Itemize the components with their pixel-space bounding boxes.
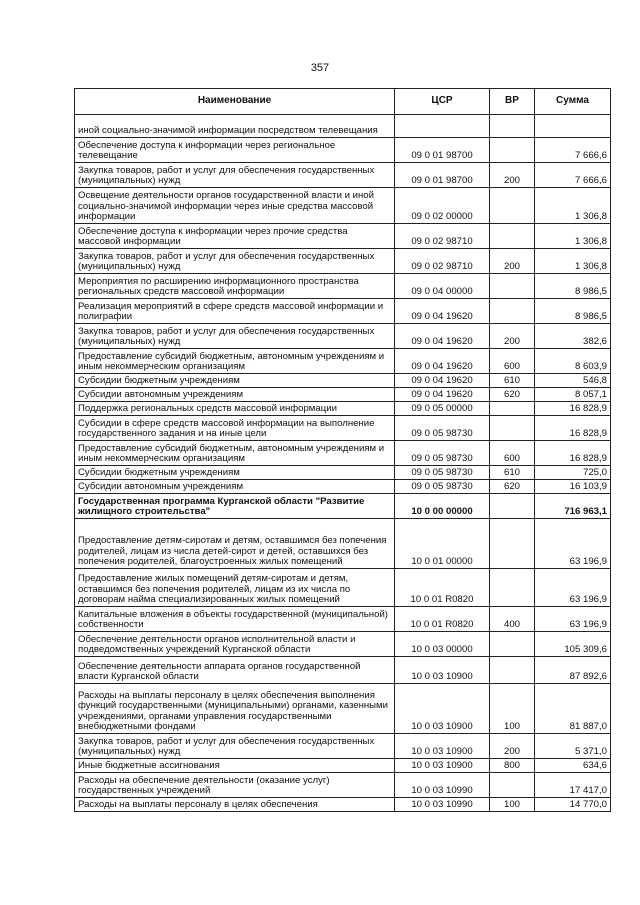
row-name-cell: Закупка товаров, работ и услуг для обеспечения государственных (муниципальных) нужд bbox=[75, 734, 395, 759]
row-csr-cell: 09 0 04 19620 bbox=[395, 324, 490, 349]
row-vr-cell bbox=[490, 138, 535, 163]
row-name-cell: Предоставление детям-сиротам и детям, оставшимся без попечения родителей, лицам из числа детей-сирот и детей, оставшихся без попечения родителей, благоустроенных жилых помещений bbox=[75, 519, 395, 569]
row-sum-cell: 63 196,9 bbox=[535, 569, 611, 607]
row-sum-cell: 16 103,9 bbox=[535, 480, 611, 494]
row-vr-cell: 100 bbox=[490, 684, 535, 734]
row-name-cell: Обеспечение доступа к информации через региональное телевещание bbox=[75, 138, 395, 163]
row-sum-cell: 17 417,0 bbox=[535, 773, 611, 798]
row-csr-cell: 10 0 03 10900 bbox=[395, 684, 490, 734]
table-row bbox=[75, 494, 611, 519]
row-name-cell: Субсидии в сфере средств массовой информации на выполнение государственного задания и на иные цели bbox=[75, 416, 395, 441]
row-vr-cell bbox=[490, 657, 535, 684]
row-sum-cell: 105 309,6 bbox=[535, 632, 611, 657]
row-csr-cell: 09 0 04 19620 bbox=[395, 299, 490, 324]
table-row bbox=[75, 519, 611, 569]
table-row bbox=[75, 759, 611, 773]
row-sum-cell: 8 986,5 bbox=[535, 274, 611, 299]
row-sum-cell: 63 196,9 bbox=[535, 607, 611, 632]
row-csr-cell: 10 0 01 00000 bbox=[395, 519, 490, 569]
row-sum-cell: 5 371,0 bbox=[535, 734, 611, 759]
row-vr-cell: 600 bbox=[490, 441, 535, 466]
row-sum-cell: 382,6 bbox=[535, 324, 611, 349]
row-csr-cell: 09 0 04 00000 bbox=[395, 274, 490, 299]
column-header-csr: ЦСР bbox=[395, 89, 490, 115]
row-csr-cell: 09 0 02 00000 bbox=[395, 188, 490, 224]
table-row bbox=[75, 416, 611, 441]
row-name-cell: Предоставление субсидий бюджетным, автономным учреждениям и иным некоммерческим организациям bbox=[75, 349, 395, 374]
row-name-cell: Обеспечение доступа к информации через прочие средства массовой информации bbox=[75, 224, 395, 249]
row-name-cell: Реализация мероприятий в сфере средств массовой информации и полиграфии bbox=[75, 299, 395, 324]
row-csr-cell: 10 0 03 10900 bbox=[395, 734, 490, 759]
row-sum-cell: 16 828,9 bbox=[535, 441, 611, 466]
row-vr-cell: 620 bbox=[490, 480, 535, 494]
row-sum-cell: 634,6 bbox=[535, 759, 611, 773]
row-sum-cell: 16 828,9 bbox=[535, 402, 611, 416]
row-name-cell: Поддержка региональных средств массовой информации bbox=[75, 402, 395, 416]
table-row bbox=[75, 798, 611, 812]
table-row bbox=[75, 684, 611, 734]
row-vr-cell: 620 bbox=[490, 388, 535, 402]
row-sum-cell: 546,8 bbox=[535, 374, 611, 388]
table-row bbox=[75, 274, 611, 299]
row-csr-cell bbox=[395, 115, 490, 138]
row-name-cell: иной социально-значимой информации посредством телевещания bbox=[75, 115, 395, 138]
row-vr-cell: 610 bbox=[490, 374, 535, 388]
row-sum-cell: 1 306,8 bbox=[535, 188, 611, 224]
table-row bbox=[75, 466, 611, 480]
row-name-cell: Субсидии автономным учреждениям bbox=[75, 388, 395, 402]
row-sum-cell: 8 603,9 bbox=[535, 349, 611, 374]
table-row bbox=[75, 224, 611, 249]
table-row bbox=[75, 349, 611, 374]
row-vr-cell bbox=[490, 519, 535, 569]
table-row bbox=[75, 163, 611, 188]
row-name-cell: Расходы на выплаты персоналу в целях обеспечения выполнения функций государственными (муниципальными) органами, казенными учреждениями, органами управления государственными внебюджетными фондами bbox=[75, 684, 395, 734]
row-vr-cell: 400 bbox=[490, 607, 535, 632]
column-header-name: Наименование bbox=[75, 89, 395, 115]
table-row bbox=[75, 657, 611, 684]
row-name-cell: Субсидии бюджетным учреждениям bbox=[75, 466, 395, 480]
row-sum-cell: 7 666,6 bbox=[535, 163, 611, 188]
row-name-cell: Закупка товаров, работ и услуг для обеспечения государственных (муниципальных) нужд bbox=[75, 163, 395, 188]
row-vr-cell: 100 bbox=[490, 798, 535, 812]
table-row bbox=[75, 299, 611, 324]
row-vr-cell bbox=[490, 274, 535, 299]
row-sum-cell: 8 057,1 bbox=[535, 388, 611, 402]
budget-table bbox=[74, 88, 611, 812]
row-csr-cell: 09 0 05 98730 bbox=[395, 480, 490, 494]
row-csr-cell: 09 0 05 98730 bbox=[395, 441, 490, 466]
page-number: 357 bbox=[310, 62, 330, 74]
row-vr-cell bbox=[490, 299, 535, 324]
row-sum-cell: 1 306,8 bbox=[535, 249, 611, 274]
row-csr-cell: 09 0 04 19620 bbox=[395, 374, 490, 388]
row-vr-cell bbox=[490, 632, 535, 657]
row-name-cell: Расходы на выплаты персоналу в целях обеспечения bbox=[75, 798, 395, 812]
row-csr-cell: 09 0 02 98710 bbox=[395, 224, 490, 249]
row-name-cell: Освещение деятельности органов государственной власти и иной социально-значимой информации через иные средства массовой информации bbox=[75, 188, 395, 224]
row-name-cell: Иные бюджетные ассигнования bbox=[75, 759, 395, 773]
table-header-row bbox=[75, 89, 611, 115]
row-vr-cell: 200 bbox=[490, 734, 535, 759]
row-vr-cell: 800 bbox=[490, 759, 535, 773]
row-vr-cell bbox=[490, 115, 535, 138]
row-csr-cell: 09 0 04 19620 bbox=[395, 388, 490, 402]
row-vr-cell bbox=[490, 569, 535, 607]
row-vr-cell bbox=[490, 224, 535, 249]
row-sum-cell: 725,0 bbox=[535, 466, 611, 480]
row-name-cell: Субсидии бюджетным учреждениям bbox=[75, 374, 395, 388]
row-csr-cell: 10 0 00 00000 bbox=[395, 494, 490, 519]
table-row bbox=[75, 734, 611, 759]
row-sum-cell: 14 770,0 bbox=[535, 798, 611, 812]
table-row bbox=[75, 374, 611, 388]
row-name-cell: Обеспечение деятельности органов исполнительной власти и подведомственных учреждений Курганской области bbox=[75, 632, 395, 657]
row-vr-cell bbox=[490, 494, 535, 519]
row-name-cell: Закупка товаров, работ и услуг для обеспечения государственных (муниципальных) нужд bbox=[75, 324, 395, 349]
table-row bbox=[75, 324, 611, 349]
row-csr-cell: 10 0 03 10900 bbox=[395, 759, 490, 773]
row-name-cell: Предоставление субсидий бюджетным, автономным учреждениям и иным некоммерческим организациям bbox=[75, 441, 395, 466]
table-row bbox=[75, 480, 611, 494]
row-vr-cell: 600 bbox=[490, 349, 535, 374]
table-row bbox=[75, 441, 611, 466]
table-row bbox=[75, 607, 611, 632]
row-sum-cell: 87 892,6 bbox=[535, 657, 611, 684]
row-csr-cell: 09 0 05 00000 bbox=[395, 402, 490, 416]
row-vr-cell bbox=[490, 773, 535, 798]
table-row bbox=[75, 388, 611, 402]
row-sum-cell: 8 986,5 bbox=[535, 299, 611, 324]
row-sum-cell: 63 196,9 bbox=[535, 519, 611, 569]
row-name-cell: Мероприятия по расширению информационного пространства региональных средств массовой информации bbox=[75, 274, 395, 299]
table-row bbox=[75, 115, 611, 138]
row-sum-cell: 716 963,1 bbox=[535, 494, 611, 519]
table-row bbox=[75, 773, 611, 798]
row-sum-cell bbox=[535, 115, 611, 138]
row-name-cell: Субсидии автономным учреждениям bbox=[75, 480, 395, 494]
row-name-cell: Государственная программа Курганской области "Развитие жилищного строительства" bbox=[75, 494, 395, 519]
row-csr-cell: 10 0 03 10990 bbox=[395, 773, 490, 798]
table-row bbox=[75, 632, 611, 657]
row-csr-cell: 10 0 03 00000 bbox=[395, 632, 490, 657]
row-csr-cell: 09 0 02 98710 bbox=[395, 249, 490, 274]
row-vr-cell: 200 bbox=[490, 249, 535, 274]
row-name-cell: Закупка товаров, работ и услуг для обеспечения государственных (муниципальных) нужд bbox=[75, 249, 395, 274]
row-csr-cell: 10 0 03 10990 bbox=[395, 798, 490, 812]
row-name-cell: Расходы на обеспечение деятельности (оказание услуг) государственных учреждений bbox=[75, 773, 395, 798]
table-row bbox=[75, 249, 611, 274]
row-name-cell: Предоставление жилых помещений детям-сиротам и детям, оставшимся без попечения родителей, лицам из их числа по договорам найма специализированных жилых помещений bbox=[75, 569, 395, 607]
column-header-vr: ВР bbox=[490, 89, 535, 115]
column-header-sum: Сумма bbox=[535, 89, 611, 115]
row-sum-cell: 16 828,9 bbox=[535, 416, 611, 441]
row-vr-cell: 200 bbox=[490, 163, 535, 188]
row-sum-cell: 7 666,6 bbox=[535, 138, 611, 163]
row-csr-cell: 10 0 01 R0820 bbox=[395, 607, 490, 632]
table-row bbox=[75, 569, 611, 607]
row-csr-cell: 09 0 05 98730 bbox=[395, 466, 490, 480]
row-vr-cell: 610 bbox=[490, 466, 535, 480]
table-row bbox=[75, 402, 611, 416]
row-csr-cell: 09 0 04 19620 bbox=[395, 349, 490, 374]
row-vr-cell bbox=[490, 402, 535, 416]
row-sum-cell: 81 887,0 bbox=[535, 684, 611, 734]
row-vr-cell bbox=[490, 416, 535, 441]
row-csr-cell: 10 0 03 10900 bbox=[395, 657, 490, 684]
row-csr-cell: 09 0 05 98730 bbox=[395, 416, 490, 441]
row-sum-cell: 1 306,8 bbox=[535, 224, 611, 249]
row-csr-cell: 09 0 01 98700 bbox=[395, 163, 490, 188]
row-name-cell: Капитальные вложения в объекты государственной (муниципальной) собственности bbox=[75, 607, 395, 632]
row-csr-cell: 09 0 01 98700 bbox=[395, 138, 490, 163]
row-vr-cell: 200 bbox=[490, 324, 535, 349]
table-row bbox=[75, 188, 611, 224]
row-name-cell: Обеспечение деятельности аппарата органов государственной власти Курганской области bbox=[75, 657, 395, 684]
row-vr-cell bbox=[490, 188, 535, 224]
table-row bbox=[75, 138, 611, 163]
row-csr-cell: 10 0 01 R0820 bbox=[395, 569, 490, 607]
